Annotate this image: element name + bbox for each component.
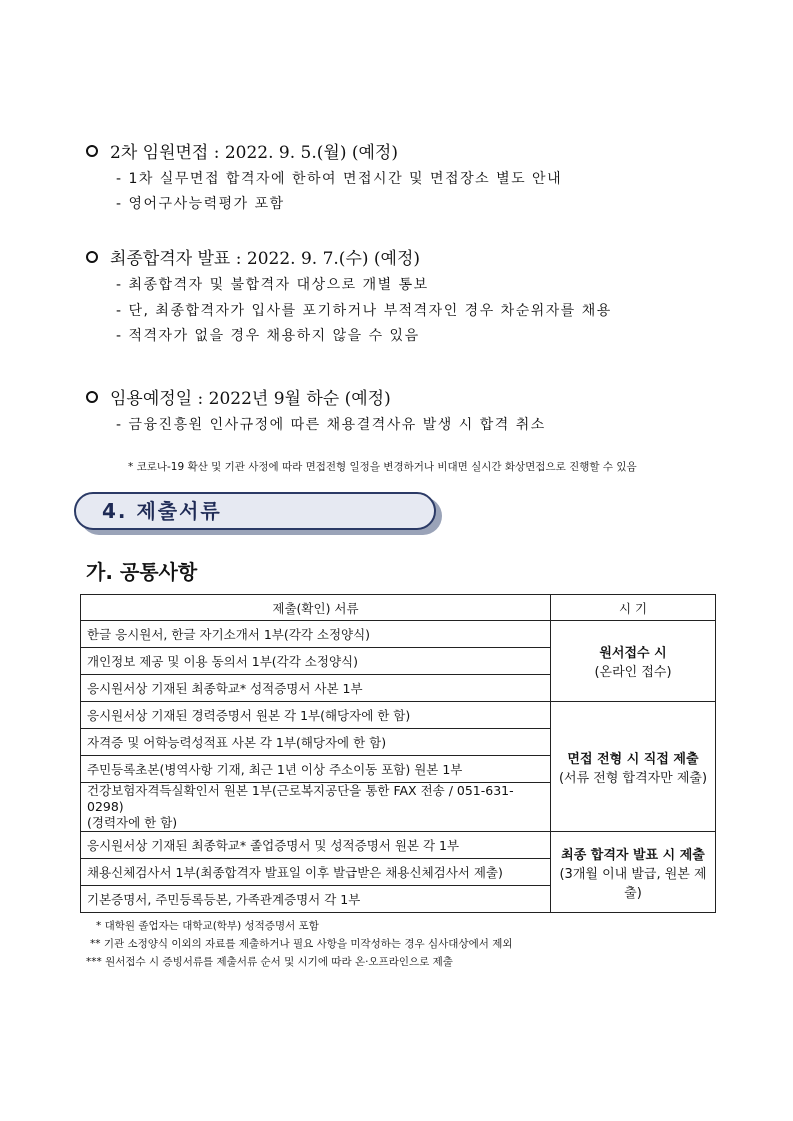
table-header-row xyxy=(81,595,716,621)
timing-main: 면접 전형 시 직접 제출 xyxy=(567,751,699,767)
document-cell: 채용신체검사서 1부(최종합격자 발표일 이후 발급받은 채용신체검사서 제출) xyxy=(81,859,551,886)
timing-sub: (서류 전형 합격자만 제출) xyxy=(558,770,708,786)
timing-cell xyxy=(551,702,716,832)
timing-main: 원서접수 시 xyxy=(599,646,667,661)
circle-bullet-icon xyxy=(86,391,98,403)
table-row xyxy=(81,702,716,729)
section-title: 2차 임원면접 : 2022. 9. 5.(월) (예정) xyxy=(110,143,398,163)
document-cell: 기본증명서, 주민등록등본, 가족관계증명서 각 1부 xyxy=(81,886,551,913)
footnote: *** 원서접수 시 증빙서류를 제출서류 순서 및 시기에 따라 온·오프라인으로 제출 xyxy=(86,956,453,968)
list-item: - 1차 실무면접 합격자에 한하여 면접시간 및 면접장소 별도 안내 xyxy=(116,171,563,187)
document-cell: 개인정보 제공 및 이용 동의서 1부(각각 소정양식) xyxy=(81,648,551,675)
timing-main: 최종 합격자 발표 시 제출 xyxy=(561,847,705,863)
table-row xyxy=(81,832,716,859)
section-title: 최종합격자 발표 : 2022. 9. 7.(수) (예정) xyxy=(110,249,421,269)
document-cell: 응시원서상 기재된 최종학교* 성적증명서 사본 1부 xyxy=(81,675,551,702)
covid-note: * 코로나-19 확산 및 기관 사정에 따라 면접전형 일정을 변경하거나 비대면 실시간 화상면접으로 진행할 수 있음 xyxy=(128,461,637,473)
section-interview-2 xyxy=(86,138,398,163)
list-item: - 최종합격자 및 불합격자 대상으로 개별 통보 xyxy=(116,277,429,293)
documents-table xyxy=(80,594,716,913)
document-line: 건강보험자격득실확인서 원본 1부(근로복지공단을 통한 FAX 전송 / 051-631-0298) xyxy=(87,783,514,814)
header-documents: 제출(확인) 서류 xyxy=(81,595,551,621)
document-cell: 한글 응시원서, 한글 자기소개서 1부(각각 소정양식) xyxy=(81,621,551,648)
list-item: - 영어구사능력평가 포함 xyxy=(116,196,285,212)
footnote: * 대학원 졸업자는 대학교(학부) 성적증명서 포함 xyxy=(96,920,319,932)
section-heading: 4. 제출서류 xyxy=(74,492,436,530)
document-line: (경력자에 한 함) xyxy=(87,815,178,830)
document-cell: 자격증 및 어학능력성적표 사본 각 1부(해당자에 한 함) xyxy=(81,729,551,756)
timing-sub: (온라인 접수) xyxy=(594,665,672,680)
header-timing: 시 기 xyxy=(551,595,716,621)
list-item: - 적격자가 없을 경우 채용하지 않을 수 있음 xyxy=(116,328,420,344)
document-cell: 주민등록초본(병역사항 기재, 최근 1년 이상 주소이동 포함) 원본 1부 xyxy=(81,756,551,783)
circle-bullet-icon xyxy=(86,145,98,157)
timing-cell xyxy=(551,621,716,702)
timing-sub: (3개월 이내 발급, 원본 제출) xyxy=(559,866,707,901)
list-item: - 금융진흥원 인사규정에 따른 채용결격사유 발생 시 합격 취소 xyxy=(116,417,546,433)
document-cell: 응시원서상 기재된 경력증명서 원본 각 1부(해당자에 한 함) xyxy=(81,702,551,729)
circle-bullet-icon xyxy=(86,251,98,263)
section-title: 임용예정일 : 2022년 9월 하순 (예정) xyxy=(110,389,391,409)
document-cell: 응시원서상 기재된 최종학교* 졸업증명서 및 성적증명서 원본 각 1부 xyxy=(81,832,551,859)
table-row xyxy=(81,621,716,648)
subsection-title: 가. 공통사항 xyxy=(86,560,198,584)
timing-cell xyxy=(551,832,716,913)
footnote: ** 기관 소정양식 이외의 자료를 제출하거나 필요 사항을 미작성하는 경우 심사대상에서 제외 xyxy=(90,938,513,950)
document-cell xyxy=(81,783,551,832)
list-item: - 단, 최종합격자가 입사를 포기하거나 부적격자인 경우 차순위자를 채용 xyxy=(116,303,612,319)
section-final-announcement xyxy=(86,244,420,269)
section-appointment-date xyxy=(86,384,391,409)
